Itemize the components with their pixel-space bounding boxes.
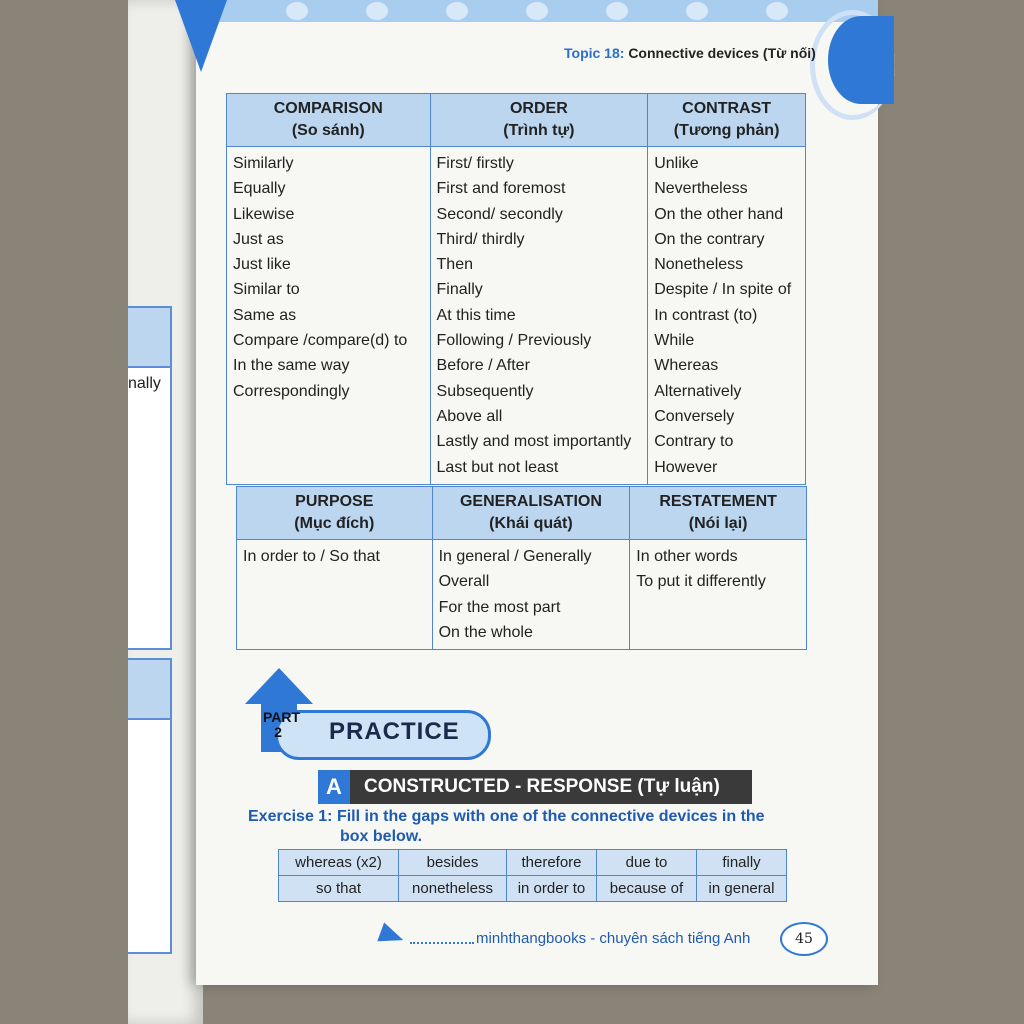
connective-item: Nonetheless (654, 256, 744, 274)
part-2-practice-banner (245, 668, 495, 758)
connective-item: However (654, 458, 718, 476)
left-page-box-header (128, 658, 172, 722)
connective-item: Contrary to (654, 433, 734, 451)
paper-plane-icon (377, 922, 406, 949)
connective-item: Equally (233, 180, 286, 198)
dotted-trail (410, 942, 474, 944)
purpose-list (237, 540, 433, 650)
left-page-box (128, 366, 172, 650)
word-box-cell: besides (399, 850, 507, 876)
column-header-restatement: RESTATEMENT (Nói lại) (630, 487, 807, 540)
column-header-order: ORDER (Trình tự) (430, 94, 648, 147)
connective-item: Overall (438, 573, 490, 591)
connective-item: First and foremost (436, 180, 566, 198)
topic-title: Connective devices (Từ nối) (628, 45, 816, 61)
exercise-1-line1: Exercise 1: Fill in the gaps with one of the connective devices in the (248, 808, 765, 825)
column-header-comparison: COMPARISON (So sánh) (227, 94, 431, 147)
word-box-cell: finally (697, 850, 787, 876)
connective-item: Despite / In spite of (654, 281, 792, 299)
connective-item: Nevertheless (654, 180, 748, 198)
connective-item: Finally (436, 281, 483, 299)
left-page-box (128, 718, 172, 954)
page-number: 45 (780, 922, 828, 956)
column-header-generalisation: GENERALISATION (Khái quát) (432, 487, 630, 540)
part-label: PART 2 (263, 709, 301, 740)
connective-item: In order to / So that (243, 548, 380, 565)
restatement-list (630, 540, 807, 650)
left-page-edge (128, 0, 203, 1024)
word-box-cell: because of (597, 876, 697, 902)
connective-item: While (654, 332, 695, 350)
connective-item: On the other hand (654, 205, 784, 223)
section-a-header (318, 770, 752, 804)
page-footer (380, 922, 830, 956)
corner-ribbon-icon (175, 0, 227, 72)
exercise-1-line2: box below. (340, 828, 423, 845)
connective-item: At this time (436, 306, 516, 324)
connective-item: Before / After (436, 357, 530, 375)
connective-item: Similar to (233, 281, 300, 299)
connective-item: In general / Generally (438, 548, 592, 565)
connective-item: On the contrary (654, 230, 765, 248)
connective-item: Just like (233, 256, 291, 274)
connective-item: Unlike (654, 155, 699, 172)
word-box (278, 849, 787, 902)
connective-item: Above all (436, 407, 503, 425)
connective-item: In the same way (233, 357, 350, 375)
section-title: CONSTRUCTED - RESPONSE (Tự luận) (350, 770, 752, 804)
word-box-cell: so that (279, 876, 399, 902)
connective-item: Alternatively (654, 382, 742, 400)
connective-item: Just as (233, 230, 284, 248)
connective-item: Subsequently (436, 382, 534, 400)
word-box-cell: due to (597, 850, 697, 876)
word-box-cell: in order to (507, 876, 597, 902)
word-box-cell: nonetheless (399, 876, 507, 902)
generalisation-list (432, 540, 630, 650)
left-page-box-header (128, 306, 172, 370)
connective-item: Last but not least (436, 458, 559, 476)
comparison-list (227, 147, 431, 485)
connective-item: Then (436, 256, 473, 274)
section-letter: A (318, 770, 350, 804)
connective-item: Likewise (233, 205, 295, 223)
connective-item: In contrast (to) (654, 306, 758, 324)
connective-item: In other words (636, 548, 738, 565)
connective-item: For the most part (438, 598, 561, 616)
connective-item: On the whole (438, 623, 533, 641)
connective-item: Correspondingly (233, 382, 350, 400)
topic-number: Topic 18: (564, 45, 625, 61)
practice-title: PRACTICE (329, 718, 460, 745)
connective-table-1 (226, 93, 806, 485)
connective-item: Whereas (654, 357, 719, 375)
word-box-cell: therefore (507, 850, 597, 876)
connective-item: Same as (233, 306, 297, 324)
connective-item: Compare /compare(d) to (233, 332, 408, 350)
column-header-contrast: CONTRAST (Tương phản) (648, 94, 806, 147)
contrast-list (648, 147, 806, 485)
connective-table-2 (236, 486, 807, 650)
left-page-text-fragment: nally (128, 375, 161, 392)
connective-item: First/ firstly (436, 155, 514, 172)
connective-item: Second/ secondly (436, 205, 563, 223)
top-decorative-band (196, 0, 878, 22)
connective-item: Lastly and most importantly (436, 433, 632, 451)
connective-item: Following / Previously (436, 332, 592, 350)
order-list (430, 147, 648, 485)
connective-item: Conversely (654, 407, 735, 425)
column-header-purpose: PURPOSE (Mục đích) (237, 487, 433, 540)
topic-header (564, 45, 936, 61)
exercise-1-instruction (248, 807, 818, 847)
up-arrow-icon (245, 668, 313, 704)
connective-item: Third/ thirdly (436, 230, 525, 248)
publisher-brand: minhthangbooks - chuyên sách tiếng Anh (476, 930, 751, 947)
connective-item: To put it differently (636, 573, 766, 591)
word-box-cell: in general (697, 876, 787, 902)
word-box-cell: whereas (x2) (279, 850, 399, 876)
connective-item: Similarly (233, 155, 294, 172)
